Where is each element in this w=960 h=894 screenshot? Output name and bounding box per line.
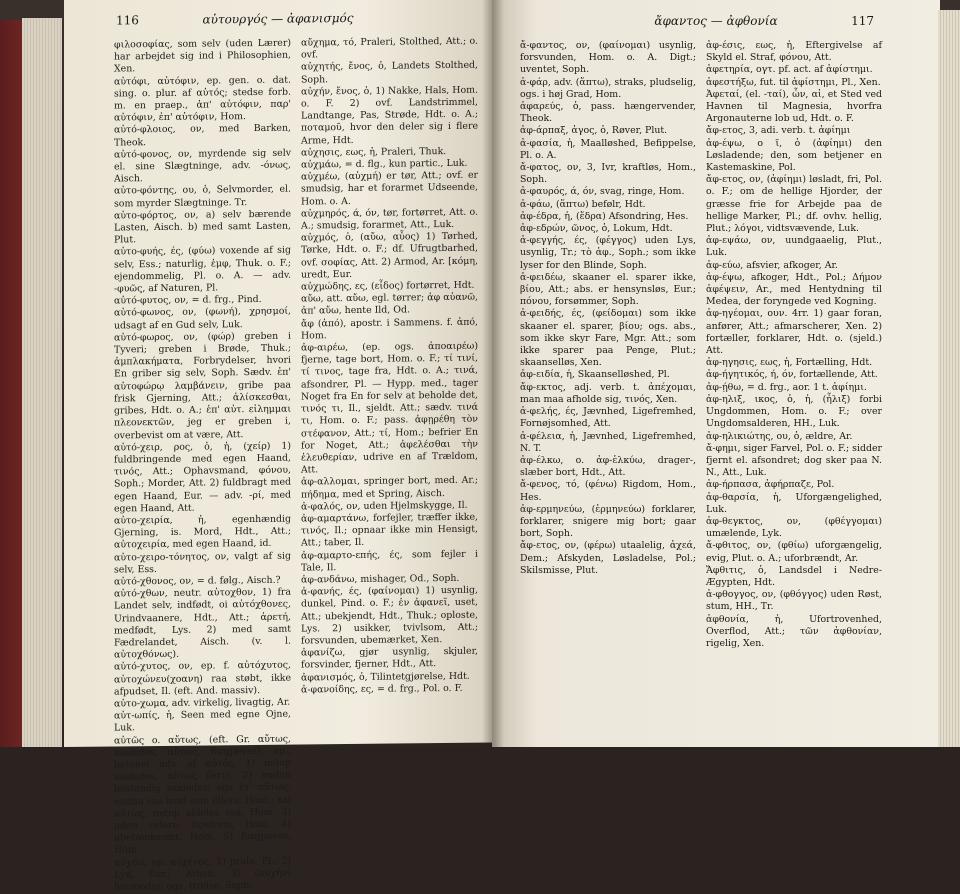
dictionary-entry: αὐτο-φυής, ές, (φύω) voxende af sig selv, Ess.; naturlig, ἐμφ, Thuk. o. F.; ejendommelig, Pl. o. A. — adv. -φυῶς, af Naturen, Pl. bbox=[114, 245, 291, 295]
dictionary-entry: αὐχμώδης, ες, (εἶδος) fortørret, Hdt. bbox=[301, 279, 475, 293]
dictionary-entry: ἀφ-αμαρτάνω, forfejler, træffer ikke, τινός, Il.; opnaar ikke min Hensigt, Att.; taber, Il. bbox=[301, 511, 478, 549]
dictionary-entry: ἀφ-θαρσία, ἡ, Uforgængelighed, Luk. bbox=[706, 491, 882, 515]
dictionary-entry: ἀφ-ηλικιώτης, ου, ὁ, ældre, Ar. bbox=[706, 430, 853, 442]
dictionary-entry: ἀ-φεγγής, ές, (φέγγος) uden Lys, usynlig, Tr.; τὸ ἀφ., Soph.; som ikke lyser for den Blinde, Soph. bbox=[520, 235, 696, 271]
dictionary-entry: ἀφ-ερμηνεύω, (ἑρμηνεύω) forklarer, forklarer, snigere mig bort; gaar bort, Soph. bbox=[520, 503, 696, 540]
dictionary-entry: ἀφανισμός, ὁ, Tilintetgjørelse, Hdt. bbox=[301, 670, 470, 684]
dictionary-entry: ἀφ-εψάω, ον, uundgaaelig, Plut., Luk. bbox=[706, 235, 882, 259]
dictionary-entry: ἀφ-εύω, afsvier, afkoger, Ar. bbox=[706, 259, 838, 271]
dictionary-entry: ἀφ-εδρών, ῶνος, ὁ, Lokum, Hdt. bbox=[520, 223, 673, 235]
dictionary-entry: αὐχμέω, (αὐχμή) er tør, Att.; ovf. er smudsig, har et forarmet Udseende, Hom. o. A. bbox=[301, 169, 478, 208]
dictionary-entry: αὐτό-χθονος, ον, = d. følg., Aisch.? bbox=[114, 574, 281, 588]
dictionary-entry: ἀφ-ηγησις, εως, ἡ, Fortælling, Hdt. bbox=[706, 357, 873, 369]
dictionary-entry: ἀ-φειδέω, skaaner el. sparer ikke, βίου, Att.; abs. er hensynsløs, Eur.; πόνου, forsømmer, Soph. bbox=[520, 271, 696, 308]
dictionary-entry: αὐτό-φωνος, ον, (φωνή), χρησμοί, udsagt af en Gud selv, Luk. bbox=[114, 306, 291, 332]
dictionary-entry: αὐτό-φωρος, ον, (φώρ) greben i Tyveri; greben i Brøde, Thuk.; ἀμπλακήματα, Forbrydelser, hvori En griber sig selv, Soph. Sædv. ἐπ' αὐτοφώρῳ λαμβάνειν, gribe paa frisk Gjerning, Att.; ἁλίσκεσθαι, gribes, Hdt. o. A.; ἐπ' αὐτ. εἰλημμαι πλεονεκτῶν, jeg er greben i, overbevist om at være, Att. bbox=[114, 330, 291, 441]
dictionary-entry: αὔχημα, τό, Praleri, Stolthed, Att.; o. ovf. bbox=[301, 35, 478, 61]
left-column-1 bbox=[114, 37, 291, 893]
dictionary-entry: ἄφ-ετος, ον, (φέρω) utaalelig, ἀχεά, Dem.; Afskyden, Løsladelse, Pol.; Skilsmisse, Plut. bbox=[520, 540, 696, 576]
dictionary-entry: Ἀφεταί, (el. -ταί), ὧν, αἱ, et Sted ved Havnen til Magnesia, hvorfra Argonauterne lob ud, Hdt. o. F. bbox=[706, 88, 882, 125]
dictionary-entry: ἀ-φειδής, ές, (φείδομαι) som ikke skaaner el. sparer, βίου; ogs. abs., som ikke skyr Fare, Mgr. Att.; som ikke sparer paa Penge, Plut.; skaanselløs, Xen. bbox=[520, 308, 696, 369]
dictionary-entry: αὐτό-χειρ, ρος, ὁ, ἡ, (χείρ) 1) fuldbringende med egen Haand, τινός, Att.; Ophavsmand, φόνου, Soph.; Morder, Att. 2) fuldbragt med egen Haand, Eur. — adv. -ρί, med egen Haand, Att. bbox=[114, 440, 291, 515]
dictionary-entry: ἀ-φέλεια, ἡ, Jævnhed, Ligefremhed, N. T. bbox=[520, 430, 696, 454]
right-page-number: 117 bbox=[851, 14, 874, 28]
dictionary-entry: φιλοσοφίας, som selv (uden Lærer) har arbejdet sig ind i Philosophien, Xen. bbox=[114, 37, 291, 75]
dictionary-entry: ἄφ (ἀπό), apostr. i Sammens. f. ἀπό, Hom. bbox=[301, 316, 478, 342]
dictionary-entry: ἀφ-αλλομαι, springer bort, med. Ar.; πήδημα, med et Spring, Aisch. bbox=[301, 474, 478, 501]
dictionary-entry: ἀ-φαλός, ον, uden Hjelmskygge, Il. bbox=[301, 499, 468, 513]
dictionary-entry: ἀφανίζω, gjør usynlig, skjuler, forsvinder, fjerner, Hdt., Att. bbox=[301, 645, 478, 671]
right-running-head: ἄφαντος — ἀφθονία bbox=[654, 14, 778, 28]
dictionary-entry: Ἄφθιτις, ὁ, Landsdel i Nedre-Ægypten, Hdt. bbox=[706, 564, 882, 588]
dictionary-entry: αὐτο-φόντης, ου, ὁ, Selvmorder, el. som myrder Slægtninge. Tr. bbox=[114, 184, 291, 210]
dictionary-entry: αὐτό-χυτος, ον, ep. f. αὐτόχυτος, αὐτοχώνευ(χοανη) raa støbt, ikke afpudset, Il. (eft. And. massiv). bbox=[114, 659, 291, 698]
dictionary-entry: ἀ-φάω, (ἅπτω) befølr, Hdt. bbox=[520, 198, 646, 210]
dictionary-entry: αὐτ-ωπίς, ἡ, Seen med egne Ojne, Luk. bbox=[114, 708, 291, 734]
page-edges-right bbox=[938, 10, 960, 747]
dictionary-entry: αὐχμηρός, ά, όν, tør, fortørret, Att. o. A.; smudsig, forarmet, Att., Luk. bbox=[301, 206, 478, 232]
left-running-head: αὐτουργός — ἀφανισμός bbox=[202, 10, 354, 27]
dictionary-entry: ἄφ-εκτος, adj. verb. t. ἀπέχομαι, man maa afholde sig, τινός, Xen. bbox=[520, 381, 696, 405]
dictionary-entry: ἀ-φαυρός, ά, όν, svag, ringe, Hom. bbox=[520, 186, 685, 198]
dictionary-entry: αὐτόφι, αὐτόφιν, ep. gen. o. dat. sing. o. plur. af αὐτός; stedse forb. m. en praep., ἀπ' αὐτόφιν, παρ' αὐτόφιν, ἐπ' αὐτόφιν, Hom. bbox=[114, 74, 291, 124]
dictionary-entry: ἀ-φθογγος, ον, (φθόγγος) uden Røst, stum, HH., Tr. bbox=[706, 589, 882, 613]
dictionary-entry: ἀφ-ηγέομαι, ουν. 4rr. 1) gaar foran, anfører, Att.; afmarscherer, Xen. 2) fortæller, forklarer, Hdt. o. (sjeld.) Att. bbox=[706, 308, 882, 357]
dictionary-entry: ἀφ-αμαρτο-επής, ές, som fejler i Tale, Il. bbox=[301, 548, 478, 574]
dictionary-entry: ἀφεστήξω, fut. til ἀφίστημι, Pl., Xen. bbox=[706, 76, 881, 88]
dictionary-entry: ἀφ-έψω, ο ῖ, ὁ (ἀφίημι) den Løsladende; den, som betjener en Kastemaskine, Pol. bbox=[706, 137, 882, 174]
dictionary-entry: ἀφ-ήγητικός, ή, όν, fortællende, Att. bbox=[706, 369, 878, 381]
dictionary-entry: ἀφ-αιρέω, (ep. ogs. ἀποαιρέω) fjerne, tage bort, Hom. o. F.; τί τινί, τί τινος, tage fra, Hdt. o. A.; τινά, afsondrer, Pl. — Hypp. med., tager Noget fra En for selv at beholde det, τινός τι, Il., sjeldt. Att.; sædv. τινά τι, Hom. o. F.; pass. ἀφῃρέθη τὸν στέφανον, Att.; τί, Hom.; befrier En for Noget, Att.; ἀφελέσθαι τὴν ἐλευθερίαν, udrive en af Trældom, Att. bbox=[301, 340, 478, 476]
dictionary-entry: αὐτο-χειρο-τόνητος, ον, valgt af sig selv, Ess. bbox=[114, 550, 291, 576]
right-columns bbox=[520, 40, 882, 741]
dictionary-entry: ἄφ-ετος, 3, adi. verb. t. ἀφίημι bbox=[706, 125, 851, 137]
left-running-header bbox=[64, 10, 492, 32]
dictionary-entry: ἀ-φανής, ές, (φαίνομαι) 1) usynlig, dunkel, Pind. o. F.; ἐν ἀφανεῖ, uset, Att.; ubekjendt, Hdt., Thuk.; oploste, Lys. 2) usikker, tvivlsom, Att.; forsvunden, ubemærket, Xen. bbox=[301, 584, 478, 647]
left-columns bbox=[114, 35, 478, 893]
dictionary-entry: ἄ-φθιτος, ον, (φθίω) uforgængelig, evig, Plut. o. A.; uforbrændt, Ar. bbox=[706, 540, 882, 564]
right-column-1 bbox=[520, 40, 696, 741]
dictionary-entry: αὐτῶς o. αὔτως, (eft. Gr. αὔτως, saaledes, αὔτως, forgjæves), ep., betonet adv. af αὐτός, 1) netop saaledes, αὔτως ὥστε, 2) endnu bestandig saaledes; ogs ἐτ' αὔτως, endnu saa hvid som ellers, Hom.; xai αὔτως, netop aldeles saa, Hom. 3) uden videre, ligefrem, Hom. 4) ubetænksomt, Hom. 5) forgjæves, Hom. bbox=[114, 733, 291, 856]
dictionary-entry: ἄ-φημι, siger Farvel, Pol. o. F.; sidder fjernt el. afsondret; dog sker paa N. N., Att., Luk. bbox=[706, 442, 882, 479]
dictionary-entry: αὐτό-φυτος, ον, = d. frg., Pind. bbox=[114, 294, 262, 307]
book-gutter bbox=[482, 0, 504, 747]
left-page bbox=[64, 0, 492, 893]
dictionary-entry: ἀφ-ηλιξ, ικος, ὁ, ἡ, (ἧλιξ) forbi Ungdommen, Hom. o. F.; over Ungdomsalderen, HH., Luk. bbox=[706, 393, 882, 430]
dictionary-entry: ἀφ-έδρα, ἡ, (ἕδρα) Afsondring, Hes. bbox=[520, 210, 689, 222]
dictionary-entry: ἄ-φενος, τό, (φένω) Rigdom, Hom., Hes. bbox=[520, 479, 696, 503]
dictionary-entry: ἀφ-έψω, afkoger, Hdt., Pol.; Δήμον ἀφέψειν, Ar., med Hentydning til Medea, der foryngede ved Kogning. bbox=[706, 271, 882, 308]
right-column-2 bbox=[706, 40, 882, 741]
dictionary-entry: ἀφ-έσις, εως, ἡ, Eftergivelse af Skyld el. Straf, φόνου, Att. bbox=[706, 40, 882, 64]
dictionary-entry: αὐτο-χειρία, ἡ, egenhændig Gjerning, is. Mord, Hdt., Att.; αὐτοχειρία, med egen Haand, id. bbox=[114, 513, 291, 551]
dictionary-entry: ἄ-φαντος, ον, (φαίνομαι) usynlig, forsvunden, Hom. o. A. Digt.; uventet, Soph. bbox=[520, 40, 696, 76]
dictionary-entry: αὐτο-χωμα, adv. virkelig, livagtig, Ar. bbox=[114, 696, 291, 710]
dictionary-entry: αὐχμάω, = d. flg., kun partic., Luk. bbox=[301, 157, 468, 171]
dictionary-entry: αὐχμός, ὁ, (αὔω, αὖος) 1) Tørhed, Tørke, Hdt. o. F.; df. Ufrugtbarhed, ovf. σοφίας, Att. 2) Armod, Ar. [κόμη, uredt, Eur. bbox=[301, 230, 478, 281]
dictionary-entry: αὔω, att. αὔω, egl. tørrer; ἀφ αὐανῶ, ἀπ' αὔω, hente Ild, Od. bbox=[301, 291, 478, 317]
dictionary-entry: ἀφ-άρπαξ, ἀγος, ὁ, Røver, Plut. bbox=[520, 125, 668, 137]
dictionary-entry: αὐτο-φόρτος, ον, a) selv bærende Lasten, Aisch. b) med samt Lasten, Plut. bbox=[114, 208, 291, 246]
left-page-number: 116 bbox=[116, 13, 139, 28]
dictionary-entry: ἀφ-θεγκτος, ον, (φθέγγομαι) umælende, Lyk. bbox=[706, 515, 882, 540]
dictionary-entry: ἄφ-ετος, ον, (ἀφίημι) løsladt, fri, Pol. o. F.; om de hellige Hjorder, der græsse frie for Arbejde paa de hellige Marker, Pl.; df. ovhv. hellig, Plut.; λόγοι, vidtsvævende, Luk. bbox=[706, 174, 882, 235]
dictionary-entry: ἀφαρεύς, ὁ, pass. hængervender, Theok. bbox=[520, 101, 696, 125]
right-page bbox=[492, 0, 940, 747]
dictionary-entry: ἀ-φελής, ές, Jævnhed, Ligefremhed, Fornøjsomhed, Att. bbox=[520, 406, 696, 430]
dictionary-entry: ἀ-φασία, ἡ, Maalløshed, Befippelse, Pl. o. A. bbox=[520, 137, 696, 161]
dictionary-entry: αὐχέω, ep. αὐχένος, 1) prale, Pl.; 2) Lyd, Eur.; Athen. 3) (αὐχήν) hovmodig; ogs. trodse, Soph. bbox=[114, 855, 291, 893]
dictionary-entry: αὐτό-χθων, neutr. αὐτοχθον, 1) fra Landet selv, indfødt, oi αὐτόχθονες, Urindvaanere, Hdt., Att.; ἀρετή, medfødt, Lys. 2) med samt Fædrelandet, Aisch. (v. l. αὐτοχθόνως). bbox=[114, 586, 291, 661]
dictionary-entry: αὐτό-φλοιος, ον, med Barken, Theok. bbox=[114, 123, 291, 149]
dictionary-entry: αὐτό-φονος, ον, myrdende sig selv el. sine Slægtninge, adv. -όνως, Aisch. bbox=[114, 147, 291, 185]
dictionary-entry: ἀφ-έλκω, o. ἀφ-ἑλκύω, drager-, slæber bort, Hdt., Att. bbox=[520, 454, 696, 479]
dictionary-entry: ἀφθονία, ἡ, Ufortrovenhed, Overflod, Att.; τῶν ἀφθονίαν, rigelig, Xen. bbox=[706, 613, 882, 649]
dictionary-entry: ἀ-φανοίδης, ες, = d. frg., Pol. o. F. bbox=[301, 682, 463, 696]
dictionary-entry: ἄ-φατος, ον, 3, Ivr, kraftløs, Hom., Soph. bbox=[520, 162, 696, 186]
dictionary-entry: ἀφ-ειδία, ἡ, Skaanselløshed, Pl. bbox=[520, 369, 670, 381]
right-running-header bbox=[492, 14, 940, 32]
dictionary-entry: αὐχητής, ἔνος, ὁ, Landets Stolthed, Soph. bbox=[301, 60, 478, 86]
dictionary-entry: αὐχήν, ἔνος, ὁ, 1) Nakke, Hals, Hom. o. F. 2) ovf. Landstrimmel, Landtange, Pas, Strøde, Hdt. o. A.; ποταμοῦ, hvor den deler sig i flere Arme, Hdt. bbox=[301, 84, 478, 147]
dictionary-entry: ἀφ-ανδάνω, mishager, Od., Soph. bbox=[301, 572, 460, 586]
dictionary-entry: ἀφ-ῄθω, = d. frg., aor. 1 t. ἀφίημι. bbox=[706, 381, 867, 393]
page-edges-left bbox=[22, 18, 62, 747]
left-column-2 bbox=[301, 36, 478, 739]
dictionary-entry: ἀ-φάρ, adv. (ἅπτω), straks, pludselig, ogs. i høj Grad, Hom. bbox=[520, 76, 696, 100]
dictionary-entry: ἀφ-ήρπασα, ἀφήρπαζε, Pol. bbox=[706, 479, 835, 491]
dictionary-entry: ἀφετηρία, ογτ. pf. act. af ἀφίστημι. bbox=[706, 64, 873, 76]
dictionary-entry: αὐχησις, εως, ἡ, Praleri, Thuk. bbox=[301, 145, 447, 159]
